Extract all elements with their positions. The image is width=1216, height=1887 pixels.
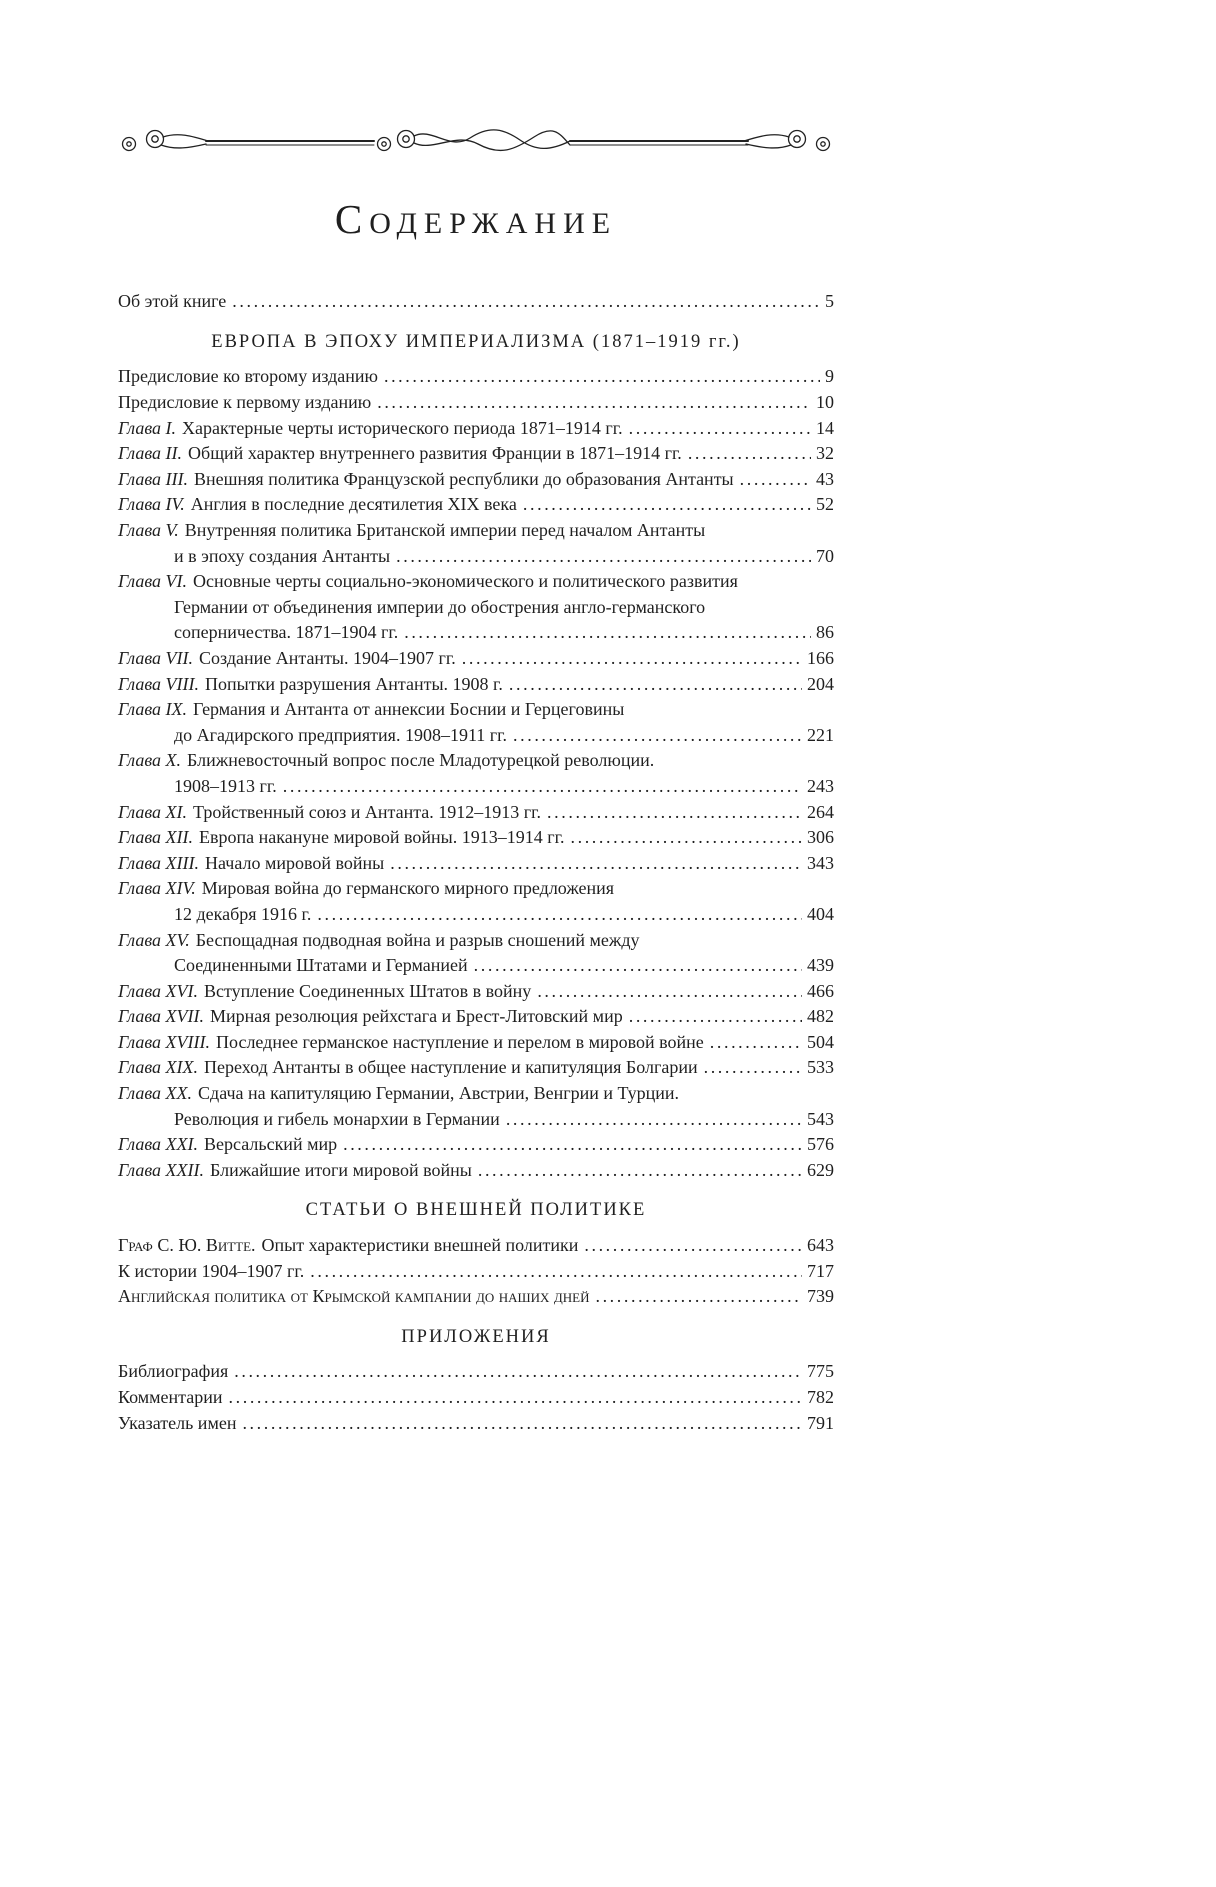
toc-entry [118,492,834,518]
dot-leader [584,1233,802,1259]
entry-title: К истории 1904–1907 гг. [118,1260,305,1281]
dot-leader [595,1284,802,1310]
dot-leader [547,800,802,826]
entry-continuation: и в эпоху создания Антанты [174,545,391,566]
entry-text: Версальский мир [204,1134,338,1155]
dot-leader [629,1004,802,1030]
toc-entry [118,441,834,467]
toc-entry [118,364,834,390]
toc-entry [118,467,834,493]
page-number: 5 [825,291,834,312]
page-number: 533 [807,1057,834,1078]
chapter-label: Глава XIX. [118,1057,199,1078]
entry-title [118,416,623,442]
entry-title: Предисловие к первому изданию [118,392,372,413]
dot-leader [343,1132,802,1158]
entry-title [118,1004,623,1030]
entry-title [118,825,565,851]
page-number: 243 [807,775,834,796]
entry-continuation: 1908–1913 гг. [174,775,277,796]
entry-text: Общий характер внутреннего развития Франции в 1871–1914 гг. [188,443,682,464]
entry-title: Об этой книге [118,291,227,312]
entry-text: Внешняя политика Французской республики до образования Антанты [194,468,734,489]
chapter-label: Глава XX. [118,1083,193,1104]
toc-entry [118,1385,834,1411]
page-number: 166 [807,647,834,668]
dot-leader [377,390,811,416]
page-number: 482 [807,1006,834,1027]
page-number: 43 [816,468,834,489]
toc-entry [118,390,834,416]
chapter-label: Глава XVI. [118,980,199,1001]
page-number: 775 [807,1361,834,1382]
dot-leader [317,902,802,928]
page-number: 9 [825,366,834,387]
dot-leader [384,364,820,390]
dot-leader [740,467,811,493]
entry-title: Английская политика от Крымской кампании до наших дней [118,1286,590,1307]
chapter-label: Глава IV. [118,494,185,515]
page-number: 739 [807,1286,834,1307]
entry-text: Мирная резолюция рейхстага и Брест-Литовский мир [210,1006,623,1027]
entry-title [118,1233,578,1259]
dot-leader [242,1411,802,1437]
author-label: Граф С. Ю. Витте. [118,1235,256,1256]
page-number: 204 [807,673,834,694]
toc-entry [118,1055,834,1081]
dot-leader [474,953,802,979]
chapter-label: Глава VI. [118,571,188,592]
page-number: 504 [807,1031,834,1052]
entry-text: Сдача на капитуляцию Германии, Австрии, Венгрии и Турции. [198,1083,679,1104]
entry-text: Переход Антанты в общее наступление и капитуляция Болгарии [204,1057,698,1078]
toc-entry [118,1132,834,1158]
entry-text: Внутренняя политика Британской империи перед началом Антанты [184,520,706,540]
entry-text: Создание Антанты. 1904–1907 гг. [199,647,456,668]
dot-leader [704,1055,802,1081]
toc-page [118,124,834,1436]
page-number: 306 [807,827,834,848]
toc-entry [118,1004,834,1030]
dot-leader [232,289,820,315]
entry-text: Беспощадная подводная война и разрыв сношений между [195,929,640,950]
toc-entry [118,1158,834,1184]
chapter-label: Глава X. [118,750,182,771]
entry-title: Комментарии [118,1387,223,1407]
toc-entry [118,1284,834,1310]
entry-text: Европа накануне мировой войны. 1913–1914 гг. [199,827,565,848]
entry-text: Мировая война до германского мирного предложения [201,878,615,899]
entry-title [118,1055,698,1081]
dot-leader [571,825,803,851]
chapter-label: Глава III. [118,468,189,489]
entry-text: Вступление Соединенных Штатов в войну [204,980,532,1001]
chapter-label: Глава XXI. [118,1134,199,1155]
dot-leader [523,492,811,518]
dot-leader [229,1385,802,1411]
page-number: 543 [807,1108,834,1129]
page-number: 86 [816,622,834,643]
page-number: 629 [807,1159,834,1180]
toc-entry [118,825,834,851]
entry-title [118,441,682,467]
chapter-label: Глава XVIII. [118,1031,211,1052]
chapter-label: Глава XI. [118,801,188,822]
toc-entry [118,748,834,799]
entry-title [118,492,517,518]
dot-leader [396,544,811,570]
toc-entry [118,851,834,877]
page-number: 343 [807,852,834,873]
entry-title [118,800,541,826]
page-number: 791 [807,1412,834,1433]
entry-text: Последнее германское наступление и перелом в мировой войне [216,1031,704,1052]
chapter-label: Глава XII. [118,827,194,848]
chapter-label: Глава XIII. [118,852,200,873]
chapter-label: Глава XXII. [118,1159,205,1180]
dot-leader [509,672,802,698]
entry-text: Характерные черты исторического периода 1871–1914 гг. [182,417,623,438]
dot-leader [478,1158,802,1184]
section-heading-appendix: ПРИЛОЖЕНИЯ [401,1326,551,1347]
page-number: 14 [816,417,834,438]
toc-entry [118,876,834,927]
toc-entry [118,979,834,1005]
page-number: 717 [807,1260,834,1281]
page-number: 10 [816,392,834,413]
entry-text: Тройственный союз и Антанта. 1912–1913 гг. [193,801,542,822]
entry-title [118,979,531,1005]
chapter-label: Глава II. [118,443,183,464]
dot-leader [513,723,802,749]
toc-entry [118,1233,834,1259]
page-number: 221 [807,724,834,745]
entry-text: Германия и Антанта от аннексии Боснии и Герцеговины [193,699,625,720]
entry-continuation: Германии от объединения империи до обострения англо-германского [174,596,706,617]
chapter-label: Глава IX. [118,699,188,720]
entry-text: Опыт характеристики внешней политики [261,1235,579,1256]
chapter-label: Глава XV. [118,929,190,950]
toc-entry [118,672,834,698]
page-number: 404 [807,903,834,924]
toc-entry [118,1359,834,1385]
toc-entry [118,697,834,748]
dot-leader [462,646,802,672]
chapter-label: Глава XVII. [118,1006,205,1027]
entry-title [118,851,384,877]
dot-leader [310,1259,802,1285]
chapter-label: Глава XIV. [118,878,196,899]
toc-entry [118,289,834,315]
dot-leader [688,441,811,467]
page-number: 70 [816,545,834,566]
header-ornament [118,124,834,160]
page-number: 466 [807,980,834,1001]
entry-continuation: Революция и гибель монархии в Германии [174,1108,500,1129]
dot-leader [234,1359,802,1385]
entry-title [118,1158,472,1184]
section-heading-europe: ЕВРОПА В ЭПОХУ ИМПЕРИАЛИЗМА (1871–1919 гг.) [211,331,741,352]
table-of-contents [118,289,834,1436]
toc-entry [118,569,834,646]
entry-title [118,672,503,698]
dot-leader [710,1030,802,1056]
dot-leader [629,416,811,442]
entry-text: Ближайшие итоги мировой войны [210,1159,472,1180]
page-number: 264 [807,801,834,822]
toc-entry [118,928,834,979]
entry-title [118,467,734,493]
chapter-label: Глава V. [118,520,179,540]
entry-text: Англия в последние десятилетия XIX века [190,494,517,515]
dot-leader [506,1107,802,1133]
page-number: 576 [807,1134,834,1155]
chapter-label: Глава I. [118,417,177,438]
toc-entry [118,416,834,442]
page-number: 439 [807,955,834,976]
chapter-label: Глава VII. [118,647,194,668]
entry-title: Предисловие ко второму изданию [118,366,378,387]
dot-leader [404,620,811,646]
entry-text: Попытки разрушения Антанты. 1908 г. [205,673,503,694]
section-heading-articles: СТАТЬИ О ВНЕШНЕЙ ПОЛИТИКЕ [305,1200,647,1221]
page-number: 32 [816,443,834,464]
toc-entry [118,518,834,569]
entry-continuation: 12 декабря 1916 г. [174,903,312,924]
toc-entry [118,1259,834,1285]
entry-title: Библиография [118,1361,229,1382]
chapter-label: Глава VIII. [118,673,200,694]
entry-continuation: до Агадирского предприятия. 1908–1911 гг. [174,724,508,745]
toc-entry [118,1081,834,1132]
entry-text: Начало мировой войны [205,852,385,873]
entry-title [118,646,456,672]
page-number: 782 [807,1387,834,1407]
page-title: СОДЕРЖАНИЕ [334,196,618,242]
dot-leader [283,774,802,800]
entry-continuation: Соединенными Штатами и Германией [174,955,468,976]
dot-leader [390,851,802,877]
page-number: 52 [816,494,834,515]
entry-text: Ближневосточный вопрос после Младотурецкой революции. [187,750,655,771]
toc-entry [118,646,834,672]
entry-text: Основные черты социально-экономического и политического развития [193,571,738,592]
entry-title [118,1132,337,1158]
toc-entry [118,800,834,826]
entry-title: Указатель имен [118,1412,237,1433]
toc-entry [118,1411,834,1437]
toc-entry [118,1030,834,1056]
page-number: 643 [807,1235,834,1256]
entry-continuation: соперничества. 1871–1904 гг. [174,622,399,643]
dot-leader [537,979,802,1005]
entry-title [118,1030,704,1056]
